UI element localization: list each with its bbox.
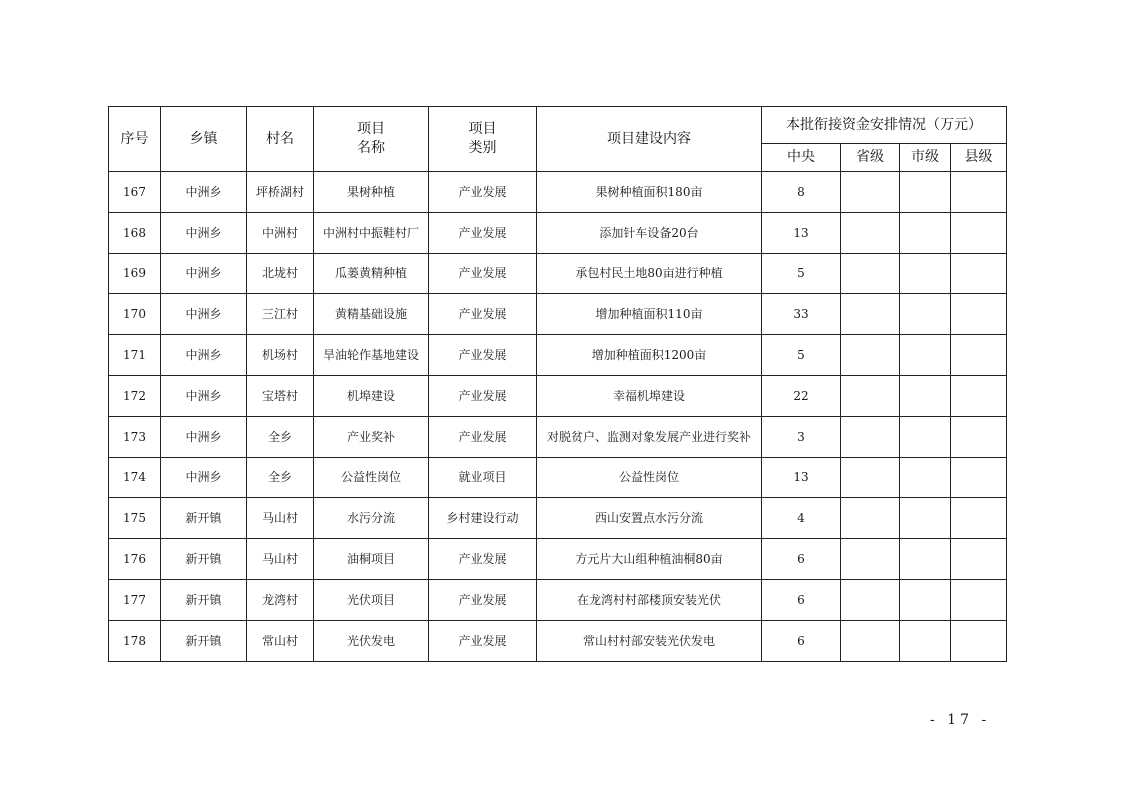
cell-type: 产业发展: [429, 620, 537, 661]
table-row: [109, 335, 1007, 376]
cell-name: 光伏发电: [314, 620, 429, 661]
cell-village: 全乡: [247, 416, 314, 457]
cell-seq: 168: [109, 212, 161, 253]
cell-content: 增加种植面积110亩: [537, 294, 762, 335]
cell-city: [900, 457, 951, 498]
cell-village: 三江村: [247, 294, 314, 335]
cell-type: 产业发展: [429, 375, 537, 416]
cell-city: [900, 416, 951, 457]
cell-county: [951, 253, 1007, 294]
cell-provincial: [841, 172, 900, 213]
cell-county: [951, 416, 1007, 457]
cell-town: 中洲乡: [161, 375, 247, 416]
cell-town: 中洲乡: [161, 416, 247, 457]
cell-central: 5: [762, 253, 841, 294]
cell-type: 产业发展: [429, 172, 537, 213]
cell-provincial: [841, 416, 900, 457]
cell-seq: 176: [109, 539, 161, 580]
cell-provincial: [841, 620, 900, 661]
cell-town: 中洲乡: [161, 457, 247, 498]
cell-city: [900, 212, 951, 253]
cell-type: 就业项目: [429, 457, 537, 498]
cell-seq: 173: [109, 416, 161, 457]
cell-village: 宝塔村: [247, 375, 314, 416]
cell-content: 常山村村部安装光伏发电: [537, 620, 762, 661]
cell-name: 果树种植: [314, 172, 429, 213]
cell-content: 果树种植面积180亩: [537, 172, 762, 213]
cell-central: 33: [762, 294, 841, 335]
cell-provincial: [841, 579, 900, 620]
cell-name: 水污分流: [314, 498, 429, 539]
cell-central: 6: [762, 539, 841, 580]
cell-name: 中洲村中振鞋村厂: [314, 212, 429, 253]
cell-provincial: [841, 294, 900, 335]
header-town: 乡镇: [161, 107, 247, 172]
cell-content: 对脱贫户、监测对象发展产业进行奖补: [537, 416, 762, 457]
header-central: 中央: [762, 144, 841, 172]
cell-county: [951, 579, 1007, 620]
cell-county: [951, 498, 1007, 539]
table-body: [109, 172, 1007, 662]
header-project-type-line2: 类别: [468, 140, 497, 156]
cell-county: [951, 172, 1007, 213]
cell-name: 光伏项目: [314, 579, 429, 620]
cell-central: 13: [762, 457, 841, 498]
cell-content: 幸福机埠建设: [537, 375, 762, 416]
cell-town: 新开镇: [161, 539, 247, 580]
cell-central: 22: [762, 375, 841, 416]
cell-village: 马山村: [247, 539, 314, 580]
header-project-name-line1: 项目: [357, 121, 385, 137]
cell-town: 中洲乡: [161, 253, 247, 294]
cell-town: 中洲乡: [161, 294, 247, 335]
cell-town: 中洲乡: [161, 212, 247, 253]
header-content: 项目建设内容: [537, 107, 762, 172]
page-number: - 17 -: [930, 712, 991, 728]
cell-village: 全乡: [247, 457, 314, 498]
cell-city: [900, 172, 951, 213]
cell-village: 中洲村: [247, 212, 314, 253]
header-seq: 序号: [109, 107, 161, 172]
cell-provincial: [841, 335, 900, 376]
table-row: [109, 457, 1007, 498]
cell-seq: 167: [109, 172, 161, 213]
cell-content: 在龙湾村村部楼顶安装光伏: [537, 579, 762, 620]
cell-content: 西山安置点水污分流: [537, 498, 762, 539]
cell-seq: 174: [109, 457, 161, 498]
cell-name: 油桐项目: [314, 539, 429, 580]
cell-provincial: [841, 498, 900, 539]
cell-town: 中洲乡: [161, 335, 247, 376]
cell-name: 旱油轮作基地建设: [314, 335, 429, 376]
cell-type: 产业发展: [429, 539, 537, 580]
cell-village: 北垅村: [247, 253, 314, 294]
table-header: [109, 107, 1007, 172]
cell-county: [951, 212, 1007, 253]
table-row: [109, 294, 1007, 335]
cell-town: 新开镇: [161, 498, 247, 539]
table-row: [109, 416, 1007, 457]
cell-name: 黄精基础设施: [314, 294, 429, 335]
cell-content: 增加种植面积1200亩: [537, 335, 762, 376]
cell-central: 13: [762, 212, 841, 253]
cell-content: 方元片大山组种植油桐80亩: [537, 539, 762, 580]
cell-seq: 171: [109, 335, 161, 376]
cell-content: 添加针车设备20台: [537, 212, 762, 253]
cell-town: 中洲乡: [161, 172, 247, 213]
cell-town: 新开镇: [161, 620, 247, 661]
cell-name: 公益性岗位: [314, 457, 429, 498]
cell-content: 公益性岗位: [537, 457, 762, 498]
cell-village: 马山村: [247, 498, 314, 539]
cell-central: 8: [762, 172, 841, 213]
cell-name: 瓜蒌黄精种植: [314, 253, 429, 294]
header-project-name-line2: 名称: [357, 140, 385, 156]
cell-content: 承包村民土地80亩进行种植: [537, 253, 762, 294]
cell-type: 产业发展: [429, 416, 537, 457]
cell-type: 产业发展: [429, 294, 537, 335]
cell-type: 产业发展: [429, 212, 537, 253]
cell-central: 4: [762, 498, 841, 539]
cell-county: [951, 539, 1007, 580]
table-row: [109, 498, 1007, 539]
header-funds: 本批衔接资金安排情况（万元）: [762, 107, 1007, 144]
cell-county: [951, 620, 1007, 661]
cell-central: 6: [762, 579, 841, 620]
cell-seq: 169: [109, 253, 161, 294]
cell-provincial: [841, 375, 900, 416]
header-village: 村名: [247, 107, 314, 172]
cell-city: [900, 539, 951, 580]
cell-central: 6: [762, 620, 841, 661]
cell-county: [951, 375, 1007, 416]
table-row: [109, 620, 1007, 661]
cell-seq: 170: [109, 294, 161, 335]
cell-provincial: [841, 253, 900, 294]
cell-city: [900, 579, 951, 620]
table-row: [109, 375, 1007, 416]
table-row: [109, 212, 1007, 253]
table-row: [109, 172, 1007, 213]
cell-seq: 172: [109, 375, 161, 416]
table-row: [109, 253, 1007, 294]
cell-county: [951, 335, 1007, 376]
header-provincial: 省级: [841, 144, 900, 172]
cell-village: 机场村: [247, 335, 314, 376]
cell-type: 产业发展: [429, 253, 537, 294]
cell-village: 龙湾村: [247, 579, 314, 620]
cell-provincial: [841, 457, 900, 498]
cell-village: 坪桥湖村: [247, 172, 314, 213]
cell-provincial: [841, 539, 900, 580]
cell-central: 5: [762, 335, 841, 376]
funding-table: [108, 106, 1007, 662]
cell-seq: 177: [109, 579, 161, 620]
cell-city: [900, 375, 951, 416]
cell-village: 常山村: [247, 620, 314, 661]
table-row: [109, 539, 1007, 580]
header-city: 市级: [900, 144, 951, 172]
table-row: [109, 579, 1007, 620]
cell-city: [900, 498, 951, 539]
cell-county: [951, 457, 1007, 498]
header-project-type: [429, 107, 537, 172]
cell-name: 机埠建设: [314, 375, 429, 416]
cell-seq: 178: [109, 620, 161, 661]
cell-city: [900, 253, 951, 294]
cell-county: [951, 294, 1007, 335]
header-county: 县级: [951, 144, 1007, 172]
cell-city: [900, 294, 951, 335]
cell-central: 3: [762, 416, 841, 457]
cell-type: 产业发展: [429, 335, 537, 376]
cell-type: 产业发展: [429, 579, 537, 620]
cell-provincial: [841, 212, 900, 253]
header-project-type-line1: 项目: [468, 121, 497, 137]
cell-seq: 175: [109, 498, 161, 539]
cell-name: 产业奖补: [314, 416, 429, 457]
cell-city: [900, 620, 951, 661]
cell-town: 新开镇: [161, 579, 247, 620]
header-project-name: [314, 107, 429, 172]
cell-city: [900, 335, 951, 376]
cell-type: 乡村建设行动: [429, 498, 537, 539]
